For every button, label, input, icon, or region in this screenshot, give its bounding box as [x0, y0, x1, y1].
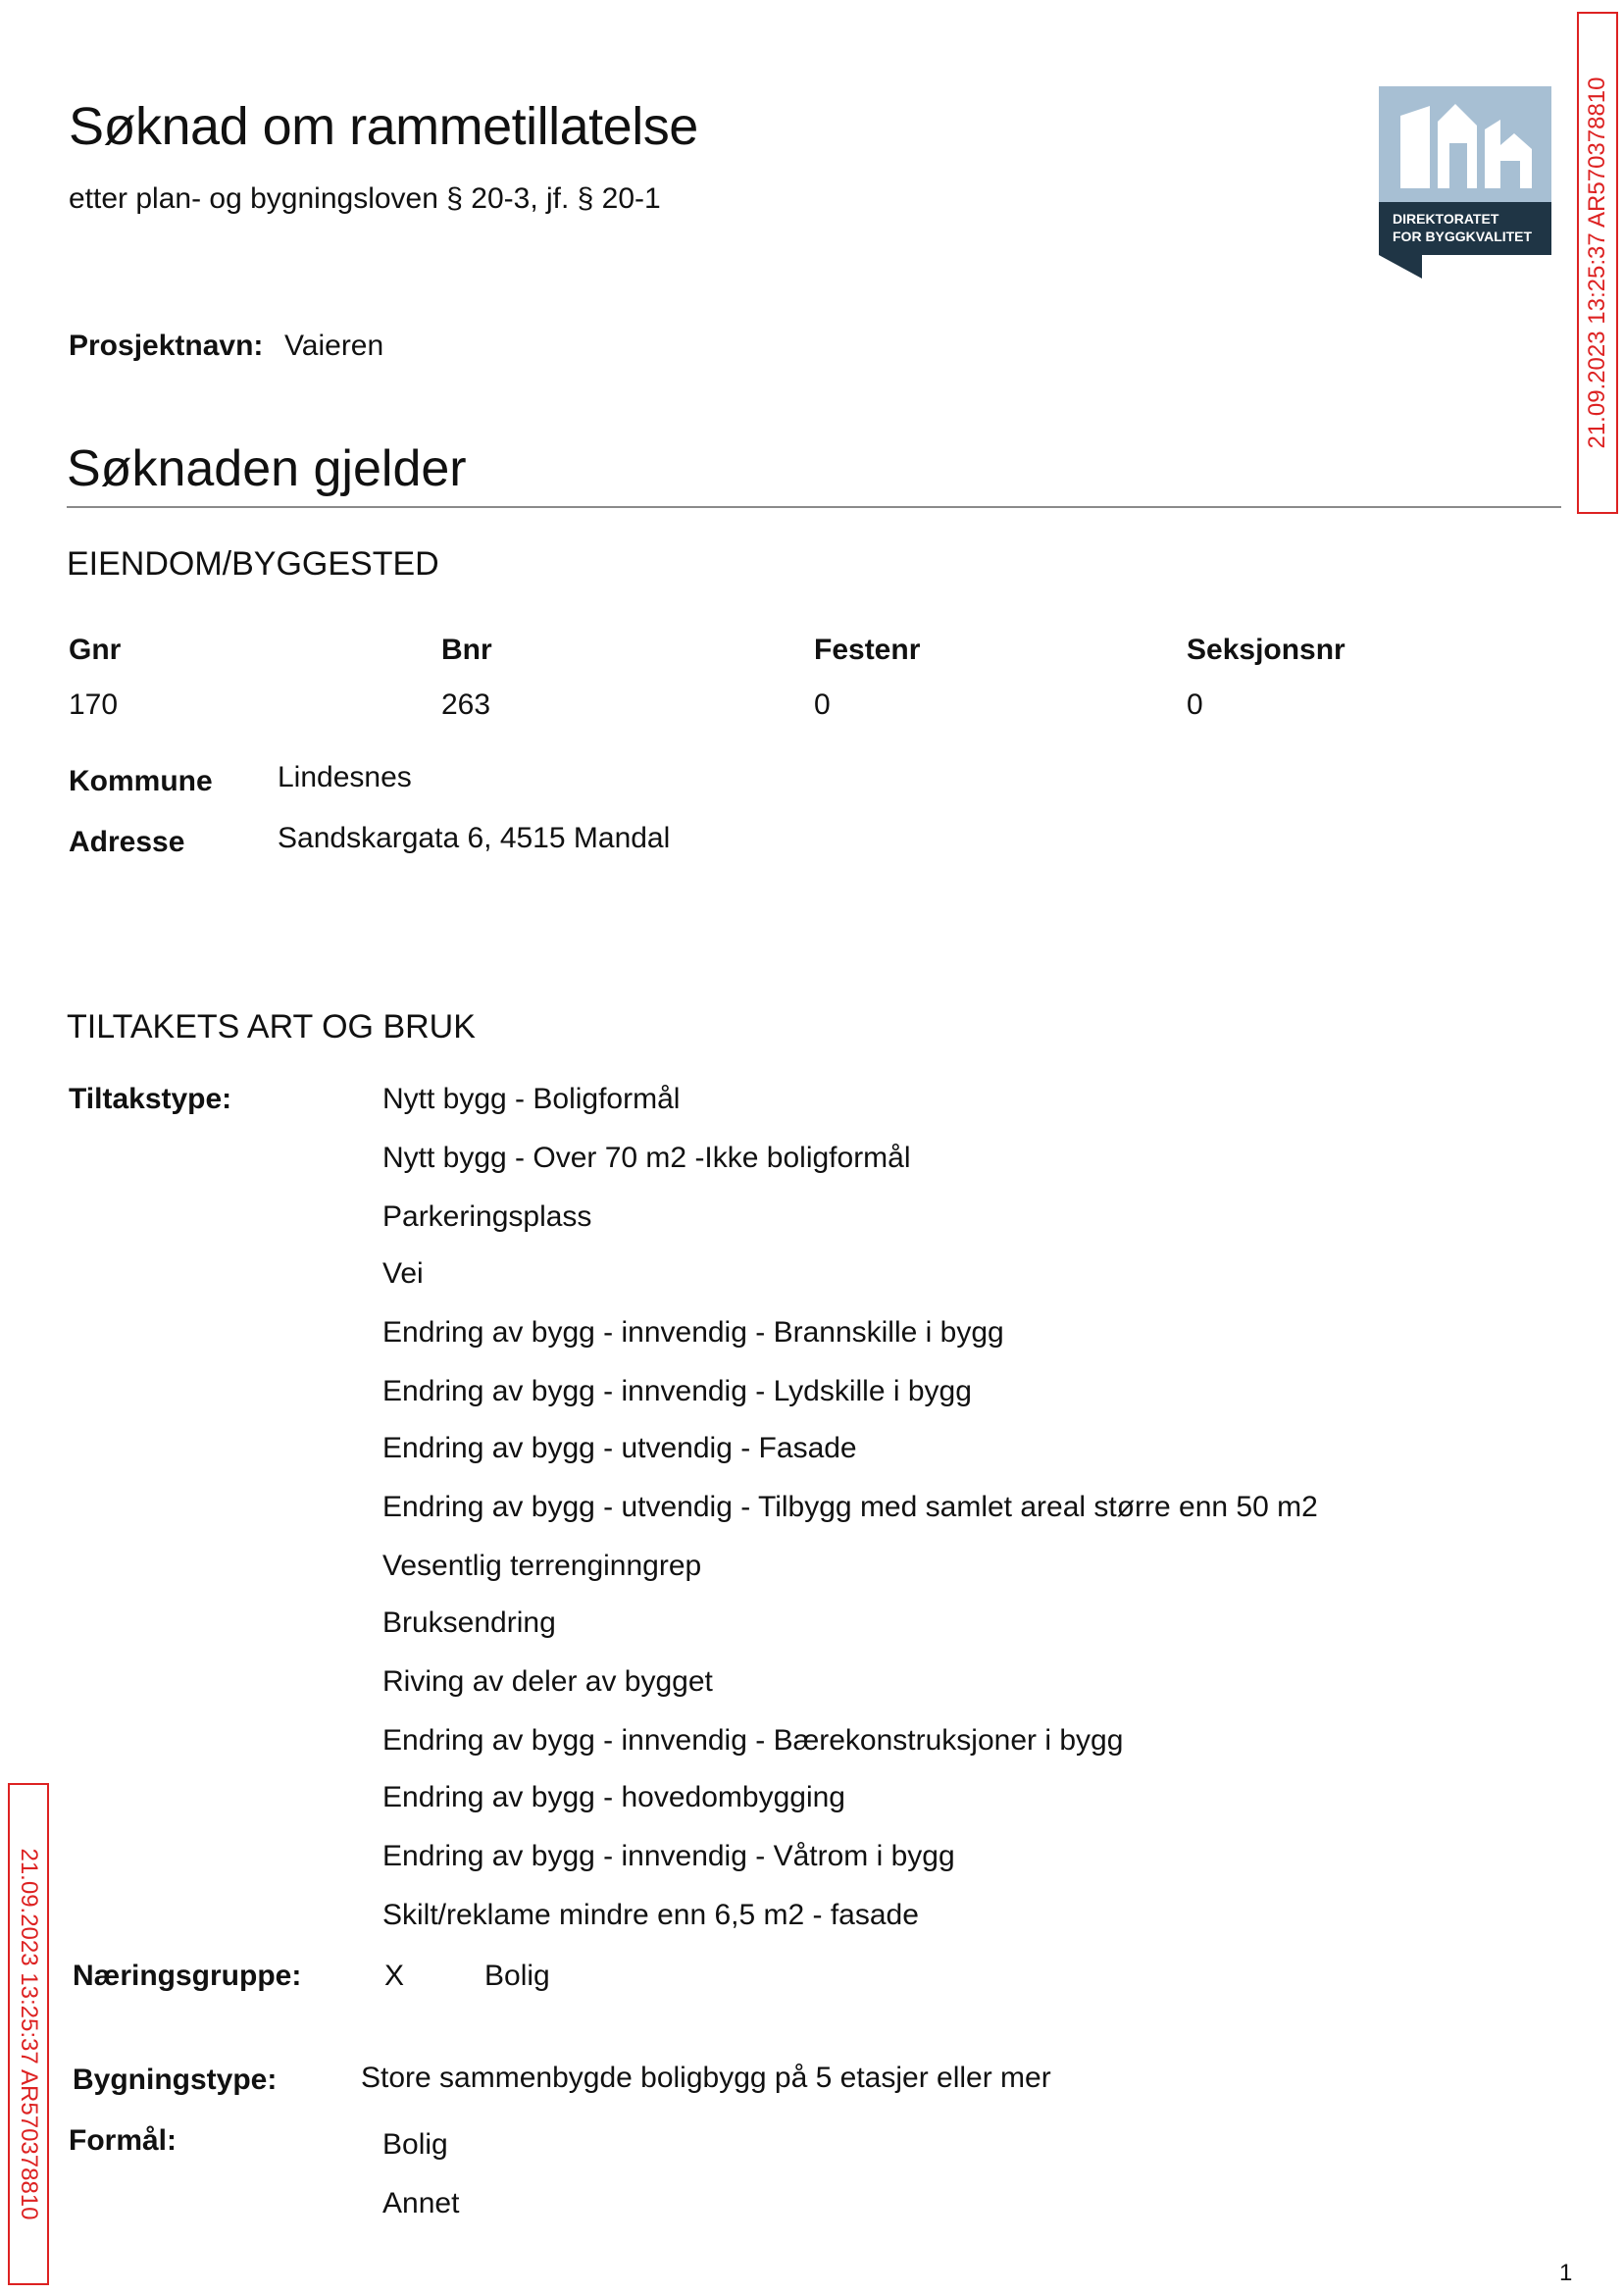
- tiltakstype-label: Tiltakstype:: [69, 1083, 232, 1115]
- date-stamp-right: [1577, 12, 1618, 514]
- project-name-label: Prosjektnavn:: [69, 330, 264, 362]
- tiltakstype-item: Endring av bygg - utvendig - Fasade: [382, 1432, 857, 1464]
- seksjonsnr-label: Seksjonsnr: [1187, 634, 1345, 666]
- logo-icon: [1379, 86, 1551, 279]
- naeringsgruppe-label: Næringsgruppe:: [73, 1960, 302, 1992]
- page-number: 1: [1559, 2260, 1573, 2286]
- tiltakstype-item: Vesentlig terrenginngrep: [382, 1550, 702, 1582]
- document-subtitle: etter plan- og bygningsloven § 20-3, jf. § 20-1: [69, 182, 661, 215]
- property-heading: EIENDOM/BYGGESTED: [67, 545, 439, 583]
- bygningstype-value: Store sammenbygde boligbygg på 5 etasjer eller mer: [361, 2062, 1051, 2094]
- adresse-label: Adresse: [69, 826, 185, 858]
- tiltakstype-item: Endring av bygg - innvendig - Våtrom i bygg: [382, 1840, 955, 1872]
- section-divider: [67, 506, 1561, 508]
- kommune-label: Kommune: [69, 765, 213, 797]
- date-stamp-left: [8, 1783, 49, 2285]
- naeringsgruppe-value: Bolig: [484, 1960, 550, 1992]
- tiltakstype-item: Endring av bygg - hovedombygging: [382, 1781, 845, 1813]
- logo-text-2: FOR BYGGKVALITET: [1393, 229, 1533, 244]
- tiltakstype-item: Bruksendring: [382, 1606, 556, 1639]
- gnr-label: Gnr: [69, 634, 122, 666]
- tiltakstype-item: Nytt bygg - Boligformål: [382, 1083, 681, 1115]
- logo-text-1: DIREKTORATET: [1393, 211, 1499, 227]
- festenr-value: 0: [814, 688, 831, 721]
- measure-heading: TILTAKETS ART OG BRUK: [67, 1008, 476, 1045]
- tiltakstype-item: Endring av bygg - innvendig - Bærekonstruksjoner i bygg: [382, 1724, 1124, 1757]
- document-title: Søknad om rammetillatelse: [69, 97, 698, 156]
- formal-label: Formål:: [69, 2124, 178, 2157]
- date-stamp-right-text: 21.09.2023 13:25:37 AR570378810: [1584, 76, 1610, 449]
- dibk-logo: [1379, 86, 1551, 279]
- tiltakstype-item: Parkeringsplass: [382, 1200, 592, 1233]
- kommune-value: Lindesnes: [278, 761, 412, 793]
- formal-item: Annet: [382, 2187, 460, 2219]
- project-name-value: Vaieren: [284, 330, 384, 362]
- tiltakstype-item: Vei: [382, 1257, 424, 1290]
- seksjonsnr-value: 0: [1187, 688, 1203, 721]
- tiltakstype-item: Endring av bygg - innvendig - Brannskille i bygg: [382, 1316, 1004, 1349]
- date-stamp-left-text: 21.09.2023 13:25:37 AR570378810: [16, 1848, 42, 2220]
- gnr-value: 170: [69, 688, 119, 721]
- tiltakstype-item: Riving av deler av bygget: [382, 1665, 713, 1698]
- adresse-value: Sandskargata 6, 4515 Mandal: [278, 822, 671, 854]
- tiltakstype-item: Endring av bygg - utvendig - Tilbygg med samlet areal større enn 50 m2: [382, 1491, 1318, 1523]
- naeringsgruppe-code: X: [384, 1960, 405, 1992]
- bnr-label: Bnr: [441, 634, 492, 666]
- tiltakstype-item: Nytt bygg - Over 70 m2 -Ikke boligformål: [382, 1142, 911, 1174]
- bnr-value: 263: [441, 688, 491, 721]
- formal-item: Bolig: [382, 2128, 448, 2161]
- section-title: Søknaden gjelder: [67, 440, 467, 497]
- tiltakstype-item: Endring av bygg - innvendig - Lydskille i bygg: [382, 1375, 972, 1407]
- bygningstype-label: Bygningstype:: [73, 2064, 278, 2096]
- tiltakstype-item: Skilt/reklame mindre enn 6,5 m2 - fasade: [382, 1899, 919, 1931]
- festenr-label: Festenr: [814, 634, 921, 666]
